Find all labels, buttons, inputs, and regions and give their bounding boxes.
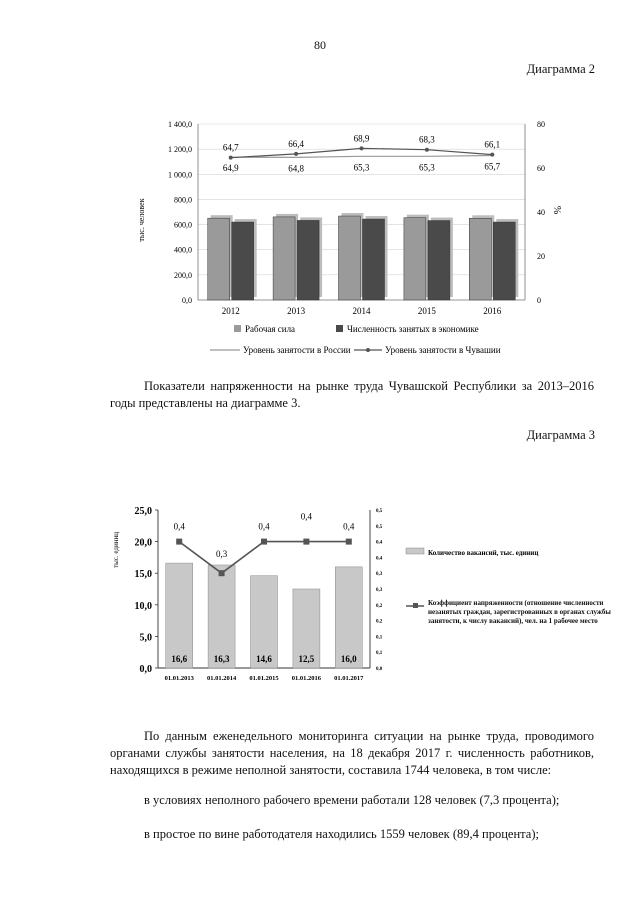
c2-point-chuvashia [360, 146, 364, 150]
c2-label-chuvashia: 66,1 [484, 139, 501, 150]
c3-label-coefficient: 0,3 [215, 549, 228, 560]
c2-y2tick-label: 40 [537, 208, 545, 217]
c3-legend-vacancies: Количество вакансий, тыс. единиц [428, 549, 539, 557]
c3-y2tick-label: 0,5 [376, 509, 383, 514]
c3-xtick-label: 01.01.2015 [249, 675, 279, 682]
c2-label-russia: 65,7 [484, 161, 501, 172]
c2-ytick-label: 600,0 [174, 220, 192, 230]
c2-ytick-label: 1 400,0 [168, 120, 192, 129]
c2-xtick-label: 2016 [483, 306, 502, 316]
c3-label-coefficient: 0,4 [300, 511, 313, 522]
c3-ytick-label: 15,0 [134, 569, 152, 581]
c2-point-chuvashia [294, 152, 298, 156]
c3-ytick-label: 10,0 [134, 600, 152, 612]
c2-bar-labor-force [208, 218, 230, 300]
c2-ytick-label: 400,0 [174, 245, 192, 255]
c3-bar-value-label: 16,0 [340, 654, 357, 664]
c2-point-chuvashia [425, 148, 429, 152]
c2-ylabel: тыс. человек [137, 198, 146, 242]
c2-bar-employed [232, 222, 254, 300]
c2-point-chuvashia [229, 156, 233, 160]
c2-ytick-label: 200,0 [174, 270, 192, 280]
c3-y2tick-label: 0,3 [376, 588, 383, 593]
c3-y2tick-label: 0,1 [376, 651, 383, 657]
c2-ytick-label: 0,0 [182, 296, 192, 305]
c2-label-russia: 65,3 [419, 162, 435, 173]
c3-lines [176, 539, 352, 577]
c3-ytick-label: 0,0 [139, 664, 152, 675]
c3-label-coefficient: 0,4 [258, 521, 270, 532]
c3-bar-vacancies [335, 567, 362, 668]
c3-xtick-label: 01.01.2016 [291, 675, 322, 682]
c3-xtick-label: 01.01.2013 [164, 675, 194, 682]
c2-legend-swatch-employed [336, 325, 343, 332]
c3-point-coefficient [303, 539, 309, 545]
c2-y2tick-label: 20 [537, 252, 545, 261]
c2-label-chuvashia: 66,4 [288, 138, 304, 149]
c2-bar-employed [428, 221, 450, 300]
c2-y2label: % [551, 205, 562, 215]
c3-legend-coefficient: Коэффициент напряженности (отношение численности незанятых граждан, зарегистрованных в органах службы занятости, к числу вакансий), чел. на 1 рабочее место [428, 599, 611, 625]
c2-y2tick-label: 80 [537, 120, 545, 129]
c2-legend-russia: Уровень занятости в России [243, 345, 351, 355]
diagram-2-chart [130, 110, 570, 360]
c3-y2tick-label: 0,4 [376, 556, 383, 562]
c3-bars [166, 563, 363, 668]
c3-label-coefficient: 0,4 [173, 521, 185, 532]
paragraph-part-time: в условиях неполного рабочего времени работали 128 человек (7,3 процента); [144, 793, 560, 807]
c3-point-coefficient [176, 539, 182, 545]
c3-bar-value-label: 14,6 [256, 654, 272, 664]
c2-label-russia: 64,9 [222, 163, 239, 174]
c2-bar-employed [297, 220, 319, 300]
c3-bar-value-label: 12,5 [298, 654, 315, 664]
c2-legend-employed: Численность занятых в экономике [347, 324, 479, 334]
c3-legend-marker-coefficient [413, 603, 418, 608]
diagram-3-chart [110, 500, 630, 690]
c3-legend [406, 548, 626, 649]
c2-legend-chuvashia: Уровень занятости в Чувашии [385, 345, 501, 355]
paragraph-intro-diagram-3: Показатели напряженности на рынке труда Чувашской Республики за 2013–2016 годы представлены на диаграмме 3. [110, 379, 594, 410]
c3-y2tick-label: 0,2 [376, 619, 383, 625]
c2-label-chuvashia: 68,9 [353, 133, 370, 144]
c2-point-chuvashia [490, 153, 494, 157]
c2-xtick-label: 2012 [221, 306, 240, 316]
c3-y2tick-label: 0,3 [376, 572, 383, 578]
c2-bars [208, 213, 519, 300]
c2-ytick-label: 800,0 [174, 195, 192, 205]
c3-y2tick-label: 0,0 [376, 667, 383, 672]
c2-y2tick-label: 60 [537, 164, 545, 173]
paragraph-monitoring: По данным еженедельного мониторинга ситуации на рынке труда, проводимого органами службы занятости населения, на 18 декабря 2017 г. численность работников, находящихся в режиме неполной занятости, составила 1744 человека, в том числе: [110, 729, 594, 777]
c2-legend [210, 324, 501, 355]
c3-y2tick-label: 0,4 [376, 540, 383, 546]
c3-y2tick-label: 0,2 [376, 603, 383, 609]
c2-xtick-label: 2013 [287, 306, 306, 316]
c2-ytick-label: 1 200,0 [168, 145, 192, 155]
c2-bar-labor-force [339, 216, 361, 300]
c2-legend-swatch-labor [234, 325, 241, 332]
c3-label-coefficient: 0,4 [343, 521, 355, 532]
c2-xtick-label: 2015 [417, 306, 436, 316]
c2-xtick-label: 2014 [352, 306, 371, 316]
c3-legend-swatch-vacancies [406, 548, 424, 554]
c3-y2tick-label: 0,5 [376, 524, 383, 530]
diagram-2-label: Диаграмма 2 [526, 62, 595, 76]
c3-xtick-label: 01.01.2014 [206, 675, 237, 682]
c3-ylabel: тыс. единиц [112, 532, 120, 568]
c3-bar-vacancies [166, 563, 193, 668]
c3-point-coefficient [219, 570, 225, 576]
c2-lines [229, 146, 495, 159]
c3-ytick-label: 20,0 [134, 537, 152, 549]
c2-bar-employed [493, 222, 515, 300]
paragraph-idle: в простое по вине работодателя находились 1559 человек (89,4 процента); [144, 827, 539, 841]
c2-bar-employed [363, 219, 385, 300]
c3-y2tick-label: 0,1 [376, 635, 383, 641]
c2-label-chuvashia: 64,7 [222, 142, 239, 153]
c2-label-russia: 64,8 [288, 163, 304, 174]
page-number: 80 [314, 38, 326, 52]
diagram-3-label: Диаграмма 3 [526, 428, 595, 442]
c2-legend-labor: Рабочая сила [245, 324, 296, 334]
c2-y2tick-label: 0 [537, 296, 541, 305]
c3-point-coefficient [261, 539, 267, 545]
c3-xtick-label: 01.01.2017 [334, 675, 364, 682]
c3-point-coefficient [346, 539, 352, 545]
c2-bar-labor-force [469, 218, 491, 300]
c2-label-russia: 65,3 [353, 162, 370, 173]
c3-ytick-label: 25,0 [134, 506, 152, 517]
c2-label-chuvashia: 68,3 [419, 134, 435, 145]
c3-bar-value-label: 16,6 [171, 654, 188, 664]
c3-bar-vacancies [208, 565, 235, 668]
c3-line-coefficient [179, 542, 349, 574]
c2-legend-marker-chuvashia [366, 348, 370, 352]
c3-bar-value-label: 16,3 [213, 654, 230, 664]
c2-bar-labor-force [273, 217, 295, 300]
c3-ytick-label: 5,0 [139, 632, 152, 644]
c2-ytick-label: 1 000,0 [168, 170, 192, 180]
c2-bar-labor-force [404, 218, 426, 300]
